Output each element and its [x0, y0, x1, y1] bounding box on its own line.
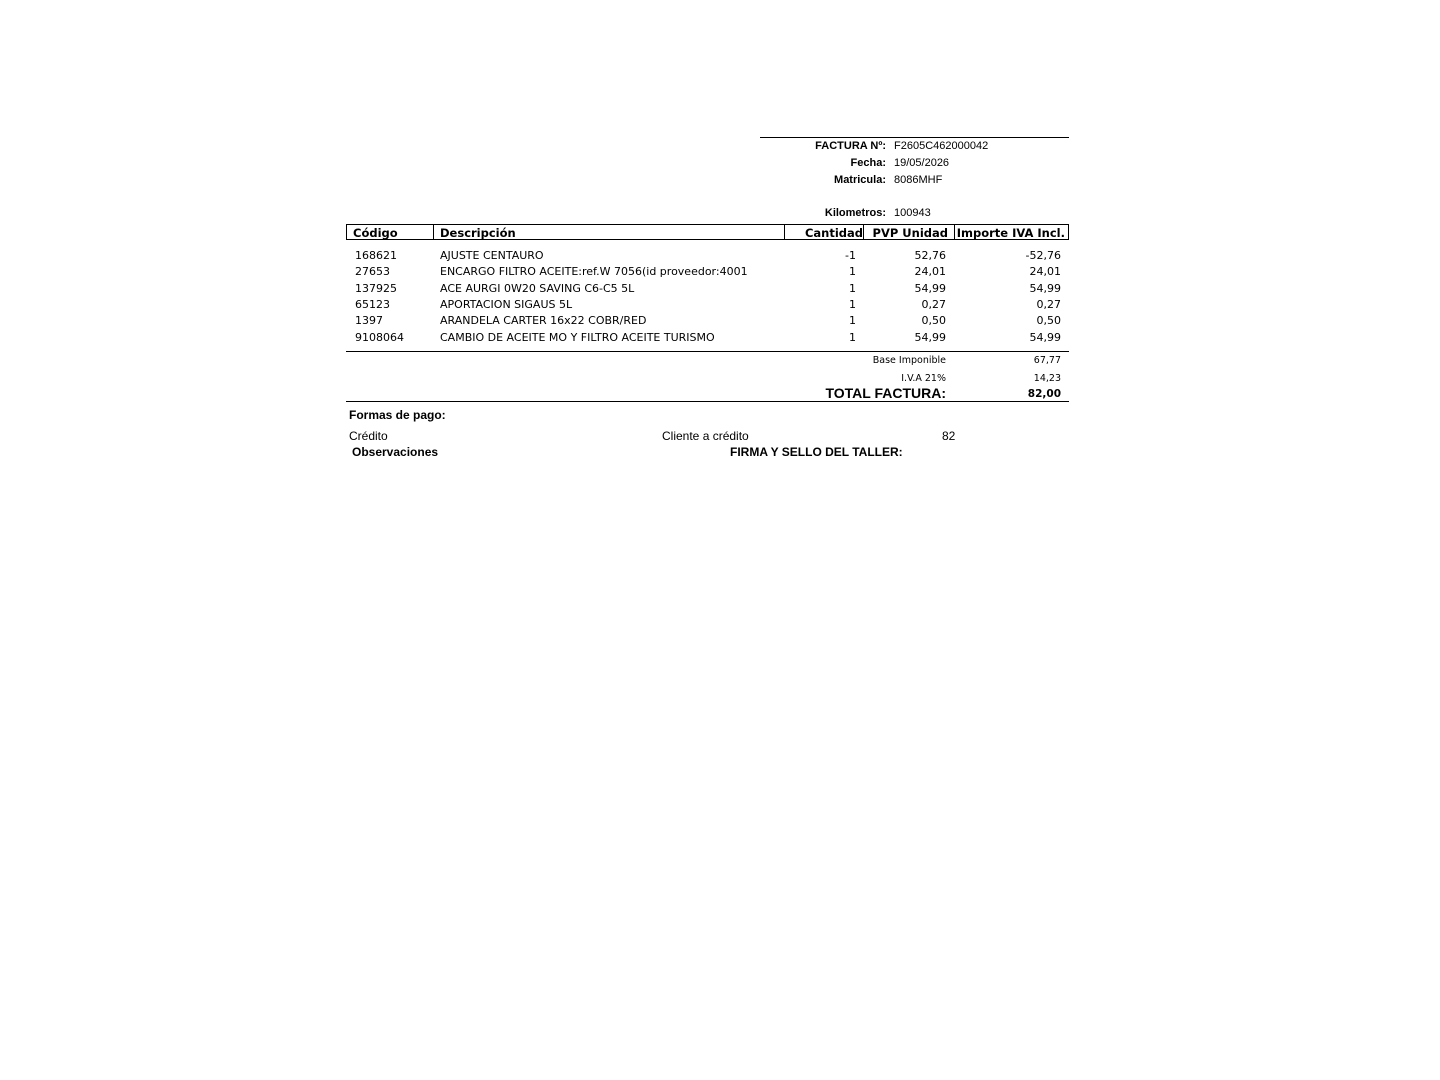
header-top-rule: [760, 137, 1069, 138]
table-row: [346, 264, 1069, 280]
payment-method: Crédito: [349, 429, 388, 443]
payment-methods-title: Formas de pago:: [349, 408, 446, 422]
invoice-number-label: FACTURA Nº:: [815, 140, 886, 152]
plate-label: Matricula:: [834, 174, 886, 186]
cell-descripcion: CAMBIO DE ACEITE MO Y FILTRO ACEITE TURISMO: [440, 330, 715, 344]
table-row: [346, 313, 1069, 329]
table-row: [346, 248, 1069, 264]
table-row: [346, 281, 1069, 297]
mileage-value: 100943: [894, 207, 931, 219]
cell-importe: 0,50: [1036, 314, 1061, 328]
iva-label: I.V.A 21%: [901, 373, 946, 384]
payment-amount: 82: [942, 429, 956, 443]
cell-importe: 54,99: [1029, 330, 1061, 344]
cell-codigo: 1397: [355, 314, 383, 328]
totals-bottom-rule: [346, 401, 1069, 402]
column-header-pvp-unidad: PVP Unidad: [863, 225, 955, 239]
cell-codigo: 27653: [355, 265, 390, 279]
cell-descripcion: ACE AURGI 0W20 SAVING C6-C5 5L: [440, 281, 635, 295]
cell-descripcion: AJUSTE CENTAURO: [440, 249, 544, 262]
table-row: [346, 297, 1069, 313]
mileage-label: Kilometros:: [824, 207, 886, 219]
cell-importe: 0,27: [1036, 297, 1061, 311]
column-header-cantidad: Cantidad: [784, 225, 868, 239]
cell-cantidad: 1: [849, 297, 856, 311]
cell-pvp-unidad: 0,27: [921, 297, 946, 311]
cell-pvp-unidad: 54,99: [914, 281, 946, 295]
cell-importe: -52,76: [1025, 249, 1061, 262]
cell-cantidad: 1: [849, 281, 856, 295]
cell-pvp-unidad: 24,01: [914, 265, 946, 279]
payment-client: Cliente a crédito: [662, 429, 749, 443]
total-factura-value: 82,00: [1027, 388, 1061, 400]
total-factura-label: TOTAL FACTURA:: [825, 385, 946, 401]
cell-descripcion: APORTACION SIGAUS 5L: [440, 297, 573, 311]
date-label: Fecha:: [850, 157, 886, 169]
cell-pvp-unidad: 0,50: [921, 314, 946, 328]
cell-descripcion: ARANDELA CARTER 16x22 COBR/RED: [440, 314, 647, 328]
cell-cantidad: -1: [845, 249, 856, 262]
cell-pvp-unidad: 52,76: [914, 249, 946, 262]
column-header-descripcion: Descripción: [433, 225, 516, 239]
date-value: 19/05/2026: [894, 157, 950, 169]
cell-pvp-unidad: 54,99: [914, 330, 946, 344]
column-header-codigo: Código: [353, 226, 398, 240]
cell-importe: 24,01: [1029, 265, 1061, 279]
cell-codigo: 65123: [355, 297, 390, 311]
cell-cantidad: 1: [849, 314, 856, 328]
cell-cantidad: 1: [849, 265, 856, 279]
cell-codigo: 168621: [355, 249, 397, 262]
base-imponible-value: 67,77: [1033, 355, 1061, 366]
base-imponible-label: Base Imponible: [872, 355, 946, 366]
observaciones-label: Observaciones: [352, 445, 439, 459]
iva-value: 14,23: [1033, 373, 1061, 384]
cell-importe: 54,99: [1029, 281, 1061, 295]
plate-value: 8086MHF: [894, 174, 943, 186]
table-bottom-rule: [346, 351, 1069, 352]
cell-codigo: 137925: [355, 281, 397, 295]
cell-codigo: 9108064: [355, 330, 404, 344]
cell-descripcion: ENCARGO FILTRO ACEITE:ref.W 7056(id proveedor:4001: [440, 265, 748, 279]
table-row: [346, 330, 1069, 346]
signature-label: FIRMA Y SELLO DEL TALLER:: [730, 445, 903, 459]
invoice-number-value: F2605C462000042: [894, 140, 989, 152]
column-header-importe: Importe IVA Incl.: [954, 225, 1069, 239]
table-header: [346, 224, 1069, 240]
cell-cantidad: 1: [849, 330, 856, 344]
